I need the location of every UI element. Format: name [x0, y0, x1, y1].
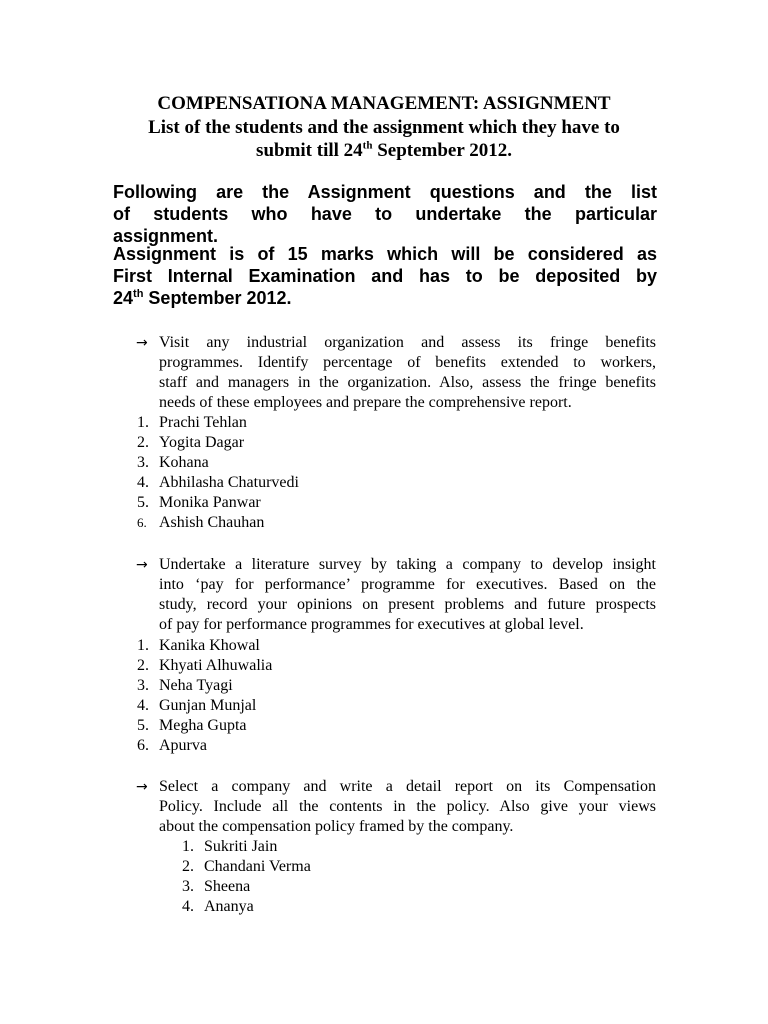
intro-date-superscript: th: [133, 288, 144, 300]
assignment-line: Undertake a literature survey by taking a company to develop insight: [159, 556, 656, 573]
intro-date-pre: 24: [113, 288, 134, 308]
arrow-bullet-icon: →: [136, 335, 148, 351]
list-item: [137, 433, 299, 453]
list-item: [137, 716, 272, 736]
list-item: [137, 513, 299, 533]
assignment-line: study, record your opinions on present problems and future prospects: [159, 596, 656, 613]
list-number: 2.: [137, 657, 149, 674]
list-item: [137, 493, 299, 513]
student-name: Neha Tyagi: [159, 677, 233, 694]
list-number: 6.: [137, 515, 147, 530]
list-item: [137, 656, 272, 676]
intro-line: Following are the Assignment questions and the list: [113, 182, 657, 202]
list-item: [137, 696, 272, 716]
intro-paragraph-2: [113, 243, 657, 309]
list-number: 2.: [137, 434, 149, 451]
list-item: [137, 736, 272, 756]
list-number: 1.: [137, 637, 149, 654]
document-subtitle-line1: List of the students and the assignment which they have to: [148, 117, 620, 138]
assignment-1-text: [159, 333, 656, 413]
assignment-3-text: [159, 777, 656, 837]
list-number: 5.: [137, 494, 149, 511]
assignment-line: of pay for performance programmes for executives at global level.: [159, 616, 584, 633]
assignment-line: Select a company and write a detail report on its Compensation: [159, 778, 656, 795]
student-name: Prachi Tehlan: [159, 414, 247, 431]
list-number: 4.: [137, 697, 149, 714]
assignment-line: Visit any industrial organization and assess its fringe benefits: [159, 334, 656, 351]
assignment-1-students: [137, 413, 299, 533]
assignment-3-students: [182, 837, 311, 917]
assignment-line: about the compensation policy framed by the company.: [159, 818, 514, 835]
list-number: 1.: [182, 838, 194, 855]
student-name: Ashish Chauhan: [159, 514, 265, 531]
assignment-2-text: [159, 555, 656, 635]
list-number: 4.: [137, 474, 149, 491]
student-name: Khyati Alhuwalia: [159, 657, 273, 674]
assignment-line: needs of these employees and prepare the comprehensive report.: [159, 394, 572, 411]
assignment-line: programmes. Identify percentage of benefits extended to workers,: [159, 354, 656, 371]
list-item: [137, 636, 272, 656]
intro-line: assignment.: [113, 226, 219, 246]
student-name: Chandani Verma: [204, 858, 311, 875]
list-item: [137, 453, 299, 473]
list-item: [182, 877, 311, 897]
student-name: Kohana: [159, 454, 209, 471]
student-name: Abhilasha Chaturvedi: [159, 474, 299, 491]
student-name: Yogita Dagar: [159, 434, 245, 451]
list-number: 6.: [137, 737, 149, 754]
list-number: 5.: [137, 717, 149, 734]
intro-line: Assignment is of 15 marks which will be considered as: [113, 244, 657, 264]
subtitle-text-post: September 2012.: [372, 140, 512, 161]
intro-paragraph-1: [113, 181, 657, 247]
student-name: Kanika Khowal: [159, 637, 260, 654]
list-number: 4.: [182, 898, 194, 915]
list-item: [137, 676, 272, 696]
assignment-line: staff and managers in the organization. Also, assess the fringe benefits: [159, 374, 656, 391]
assignment-2-students: [137, 636, 272, 756]
student-name: Monika Panwar: [159, 494, 261, 511]
list-number: 3.: [137, 677, 149, 694]
student-name: Sukriti Jain: [204, 838, 278, 855]
student-name: Gunjan Munjal: [159, 697, 257, 714]
intro-date-post: September 2012.: [143, 288, 292, 308]
list-number: 2.: [182, 858, 194, 875]
subtitle-superscript: th: [362, 139, 373, 152]
list-item: [137, 413, 299, 433]
arrow-bullet-icon: →: [136, 779, 148, 795]
intro-line: First Internal Examination and has to be deposited by: [113, 266, 657, 286]
list-number: 1.: [137, 414, 149, 431]
document-title: COMPENSATIONA MANAGEMENT: ASSIGNMENT: [157, 93, 611, 114]
arrow-bullet-icon: →: [136, 557, 148, 573]
list-item: [182, 857, 311, 877]
intro-line: [113, 287, 657, 309]
subtitle-text-pre: submit till 24: [256, 140, 363, 161]
list-item: [137, 473, 299, 493]
list-item: [182, 897, 311, 917]
document-subtitle-line2: [0, 139, 768, 162]
list-number: 3.: [137, 454, 149, 471]
intro-line: of students who have to undertake the particular: [113, 204, 657, 224]
student-name: Ananya: [204, 898, 254, 915]
list-item: [182, 837, 311, 857]
list-number: 3.: [182, 878, 194, 895]
assignment-line: into ‘pay for performance’ programme for executives. Based on the: [159, 576, 656, 593]
student-name: Megha Gupta: [159, 717, 247, 734]
student-name: Apurva: [159, 737, 207, 754]
student-name: Sheena: [204, 878, 251, 895]
assignment-line: Policy. Include all the contents in the policy. Also give your views: [159, 798, 656, 815]
